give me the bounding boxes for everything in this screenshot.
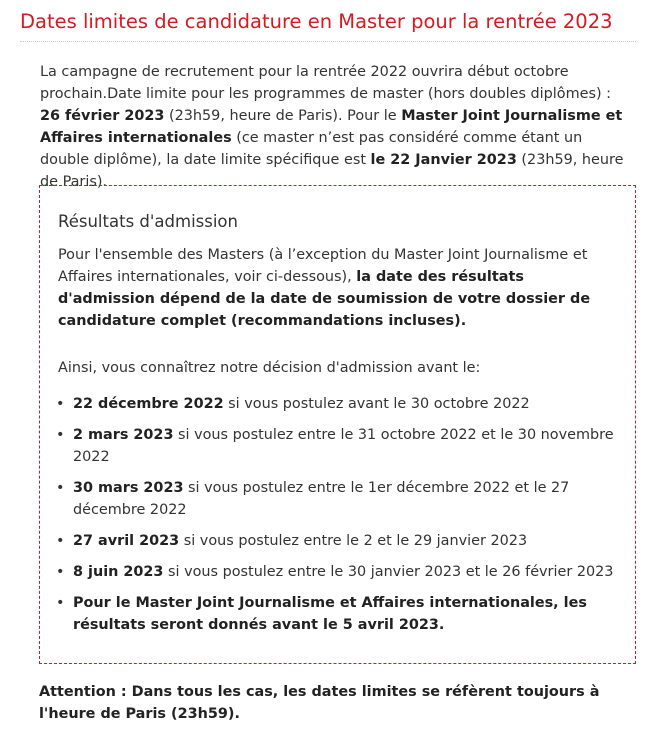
bullet-icon: • xyxy=(56,396,65,412)
list-item xyxy=(54,561,624,583)
intro-text-1: La campagne de recrutement pour la rentrée 2022 ouvrira début octobre prochain.Date limite pour les programmes de master (hors doubles diplômes) : xyxy=(40,64,611,102)
bullet-icon: • xyxy=(56,595,65,611)
result-condition: si vous postulez entre le 31 octobre 2022 et le 30 novembre 2022 xyxy=(73,427,614,465)
result-date: 22 décembre 2022 xyxy=(73,396,224,412)
list-item xyxy=(54,592,624,636)
intro-paragraph xyxy=(40,61,632,193)
admission-description-text: Pour l'ensemble des Masters (à l’exception du Master Joint Journalisme et Affaires internationales, voir ci-dessous), xyxy=(58,247,588,285)
admission-results-title: Résultats d'admission xyxy=(58,212,238,231)
bullet-icon: • xyxy=(56,533,65,549)
result-date: 8 juin 2023 xyxy=(73,564,164,580)
joint-master-deadline-date: le 22 Janvier 2023 xyxy=(370,152,517,168)
page-title: Dates limites de candidature en Master pour la rentrée 2023 xyxy=(20,10,636,42)
result-condition: si vous postulez entre le 30 janvier 2023 et le 26 février 2023 xyxy=(163,564,614,580)
admission-date-list xyxy=(54,393,624,645)
result-date: 2 mars 2023 xyxy=(73,427,174,443)
intro-text-3: (ce master n’est pas considéré comme étant un double diplôme), la date limite spécifique est xyxy=(40,130,583,168)
admission-results-box xyxy=(39,185,636,664)
list-item xyxy=(54,477,624,521)
joint-master-name: Master Joint Journalisme et Affaires internationales xyxy=(40,108,623,146)
result-date: 30 mars 2023 xyxy=(73,480,184,496)
list-item xyxy=(54,393,624,415)
bullet-icon: • xyxy=(56,480,65,496)
admission-lead-in: Ainsi, vous connaîtrez notre décision d'admission avant le: xyxy=(58,360,481,376)
intro-text-4: (23h59, heure de Paris). xyxy=(40,152,624,190)
result-condition: si vous postulez entre le 2 et le 29 janvier 2023 xyxy=(179,533,528,549)
admission-description xyxy=(58,244,623,332)
list-item xyxy=(54,530,624,552)
intro-text-2: (23h59, heure de Paris). Pour le xyxy=(164,108,402,124)
bullet-icon: • xyxy=(56,564,65,580)
result-condition: si vous postulez entre le 1er décembre 2022 et le 27 décembre 2022 xyxy=(73,480,570,518)
joint-master-result-note: Pour le Master Joint Journalisme et Affaires internationales, les résultats seront donnés avant le 5 avril 2023. xyxy=(73,595,587,633)
result-date: 27 avril 2023 xyxy=(73,533,180,549)
bullet-icon: • xyxy=(56,427,65,443)
master-deadline-date: 26 février 2023 xyxy=(40,108,165,124)
result-condition: si vous postulez avant le 30 octobre 2022 xyxy=(223,396,530,412)
admission-description-bold: la date des résultats d'admission dépend de la date de soumission de votre dossier de candidature complet (recommandations incluses). xyxy=(58,269,591,329)
list-item xyxy=(54,424,624,468)
attention-note: Attention : Dans tous les cas, les dates limites se réfèrent toujours à l'heure de Paris (23h59). xyxy=(39,684,600,722)
